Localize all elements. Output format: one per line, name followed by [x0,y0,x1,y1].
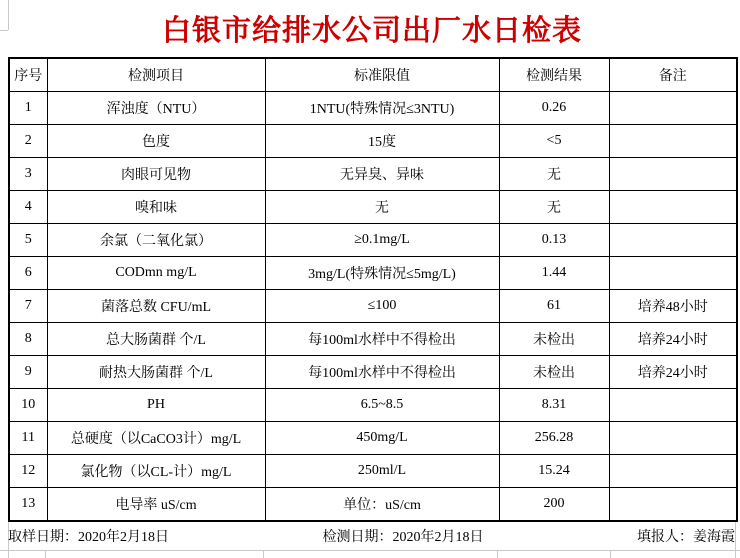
serial-number-cell: 3 [9,158,47,191]
standard-limit-cell: 每100ml水样中不得检出 [265,323,499,356]
standard-limit-cell: 1NTU(特殊情况≤3NTU) [265,92,499,125]
gridline [263,550,264,558]
serial-number-cell: 1 [9,92,47,125]
test-result-cell: 未检出 [499,356,609,389]
header-remark: 备注 [609,58,737,92]
test-item-cell: 嗅和味 [47,191,265,224]
header-test-result: 检测结果 [499,58,609,92]
remark-cell [609,191,737,224]
test-result-cell: 61 [499,290,609,323]
remark-cell: 培养24小时 [609,356,737,389]
serial-number-cell: 6 [9,257,47,290]
gridline [497,550,498,558]
test-result-cell: 无 [499,158,609,191]
table-row [9,290,737,323]
remark-cell [609,224,737,257]
standard-limit-cell: 无异臭、异味 [265,158,499,191]
standard-limit-cell: 3mg/L(特殊情况≤5mg/L) [265,257,499,290]
header-test-item: 检测项目 [47,58,265,92]
standard-limit-cell: ≥0.1mg/L [265,224,499,257]
test-item-cell: 余氯（二氧化氯） [47,224,265,257]
test-result-cell: 1.44 [499,257,609,290]
remark-cell [609,422,737,455]
table-row [9,488,737,522]
remark-cell [609,92,737,125]
remark-cell [609,488,737,522]
page-title: 白银市给排水公司出厂水日检表 [161,15,582,47]
test-result-cell: 未检出 [499,323,609,356]
remark-cell [609,389,737,422]
test-result-cell: <5 [499,125,609,158]
test-result-cell: 256.28 [499,422,609,455]
standard-limit-cell: 单位：uS/cm [265,488,499,522]
table-row [9,356,737,389]
header-row [9,58,737,92]
test-item-cell: 总大肠菌群 个/L [47,323,265,356]
serial-number-cell: 7 [9,290,47,323]
standard-limit-cell: 15度 [265,125,499,158]
serial-number-cell: 2 [9,125,47,158]
test-result-cell: 无 [499,191,609,224]
test-item-cell: 色度 [47,125,265,158]
gridline [0,30,8,31]
serial-number-cell: 4 [9,191,47,224]
table-row [9,389,737,422]
table-row [9,158,737,191]
remark-cell: 培养24小时 [609,323,737,356]
table-row [9,224,737,257]
standard-limit-cell: 每100ml水样中不得检出 [265,356,499,389]
gridline [0,550,740,551]
test-item-cell: 浑浊度（NTU） [47,92,265,125]
test-result-cell: 15.24 [499,455,609,488]
remark-cell: 培养48小时 [609,290,737,323]
test-item-cell: 耐热大肠菌群 个/L [47,356,265,389]
inspection-table [8,57,738,522]
test-item-cell: PH [47,389,265,422]
serial-number-cell: 10 [9,389,47,422]
remark-cell [609,125,737,158]
gridline [735,521,736,558]
table-row [9,191,737,224]
header-serial-number: 序号 [9,58,47,92]
table-row [9,455,737,488]
sampling-date: 取样日期：2020年2月18日 [8,529,169,545]
gridline [610,550,611,558]
table-row [9,125,737,158]
remark-cell [609,257,737,290]
serial-number-cell: 11 [9,422,47,455]
remark-cell [609,455,737,488]
test-result-cell: 0.13 [499,224,609,257]
serial-number-cell: 12 [9,455,47,488]
standard-limit-cell: ≤100 [265,290,499,323]
table-body [9,92,737,522]
title-bar [8,0,736,57]
serial-number-cell: 9 [9,356,47,389]
header-standard-limit: 标准限值 [265,58,499,92]
footer-line [8,521,735,550]
serial-number-cell: 5 [9,224,47,257]
table-row [9,323,737,356]
gridline [45,550,46,558]
standard-limit-cell: 450mg/L [265,422,499,455]
table-row [9,257,737,290]
test-result-cell: 200 [499,488,609,522]
serial-number-cell: 13 [9,488,47,522]
test-item-cell: 电导率 uS/cm [47,488,265,522]
table-row [9,92,737,125]
test-result-cell: 8.31 [499,389,609,422]
test-item-cell: 菌落总数 CFU/mL [47,290,265,323]
standard-limit-cell: 250ml/L [265,455,499,488]
reporter: 填报人：姜海霞 [637,529,735,545]
test-date: 检测日期：2020年2月18日 [322,529,484,545]
test-result-cell: 0.26 [499,92,609,125]
test-item-cell: 总硬度（以CaCO3计）mg/L [47,422,265,455]
remark-cell [609,158,737,191]
standard-limit-cell: 6.5~8.5 [265,389,499,422]
test-item-cell: CODmn mg/L [47,257,265,290]
standard-limit-cell: 无 [265,191,499,224]
table-row [9,422,737,455]
test-item-cell: 氯化物（以CL-计）mg/L [47,455,265,488]
test-item-cell: 肉眼可见物 [47,158,265,191]
serial-number-cell: 8 [9,323,47,356]
